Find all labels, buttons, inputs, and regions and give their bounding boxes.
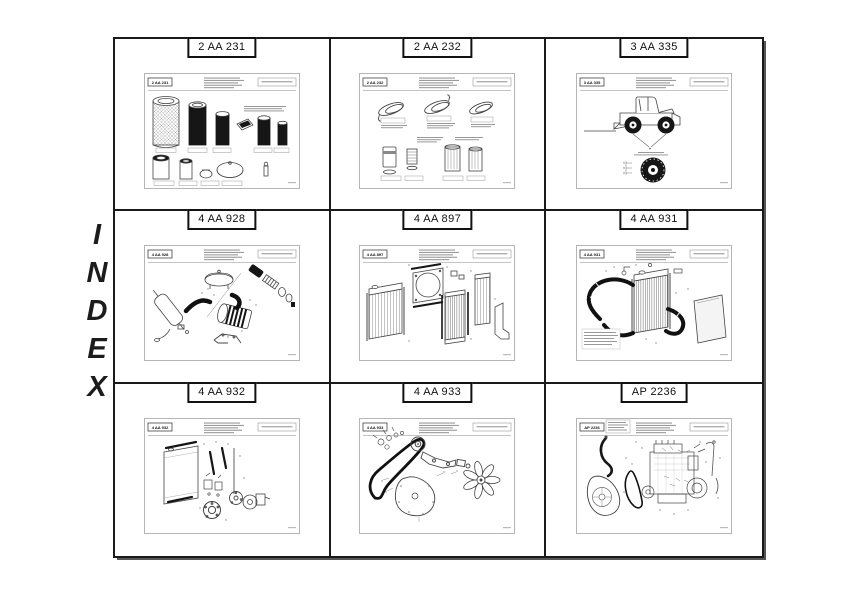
sheet-cell-4-aa-928 [115,211,331,383]
index-letter: X [87,371,107,403]
sheet-code-label[interactable]: 2 AA 232 [403,37,472,58]
sheet-thumbnail[interactable] [359,418,515,534]
sheet-code-label[interactable]: 3 AA 335 [620,37,689,58]
sheet-thumbnail[interactable] [359,73,515,189]
svg-text:4 AA 931: 4 AA 931 [583,252,601,258]
index-letter: D [86,295,108,327]
sheet-thumbnail[interactable] [144,418,300,534]
sheet-code-label[interactable]: 4 AA 928 [187,209,256,230]
sheet-code-label[interactable]: 2 AA 231 [187,37,256,58]
sheet-code-label[interactable]: 4 AA 931 [620,209,689,230]
sheet-cell-4-aa-933 [331,384,547,556]
sheet-code-label[interactable]: AP 2236 [621,382,688,403]
sheet-thumbnail[interactable] [359,245,515,361]
index-vertical-title [80,216,114,406]
sheet-cell-4-aa-932 [115,384,331,556]
sheet-cell-4-aa-931 [546,211,762,383]
svg-text:2 AA 232: 2 AA 232 [367,80,384,85]
sheet-code-label[interactable]: 4 AA 933 [403,382,472,403]
svg-text:3 AA 335: 3 AA 335 [583,80,601,85]
svg-text:4 AA 897: 4 AA 897 [367,252,384,258]
sheet-thumbnail[interactable] [576,73,732,189]
svg-text:2 AA 231: 2 AA 231 [151,80,169,85]
index-letter: I [92,219,102,251]
sheet-cell-2-aa-231 [115,39,331,211]
svg-text:4 AA 928: 4 AA 928 [151,252,169,258]
svg-text:4 AA 932: 4 AA 932 [151,424,169,430]
sheet-thumbnail[interactable] [144,73,300,189]
svg-text:AP 2236: AP 2236 [584,424,600,430]
sheet-code-label[interactable]: 4 AA 897 [403,209,472,230]
sheet-cell-2-aa-232 [331,39,547,211]
index-letter: E [87,333,107,365]
sheet-index-grid [113,37,764,558]
sheet-code-label[interactable]: 4 AA 932 [187,382,256,403]
svg-text:4 AA 933: 4 AA 933 [367,424,384,430]
index-letter: N [86,257,108,289]
sheet-thumbnail[interactable] [576,418,732,534]
sheet-thumbnail[interactable] [144,245,300,361]
sheet-cell-4-aa-897 [331,211,547,383]
sheet-thumbnail[interactable] [576,245,732,361]
sheet-cell-3-aa-335 [546,39,762,211]
sheet-cell-ap-2236 [546,384,762,556]
